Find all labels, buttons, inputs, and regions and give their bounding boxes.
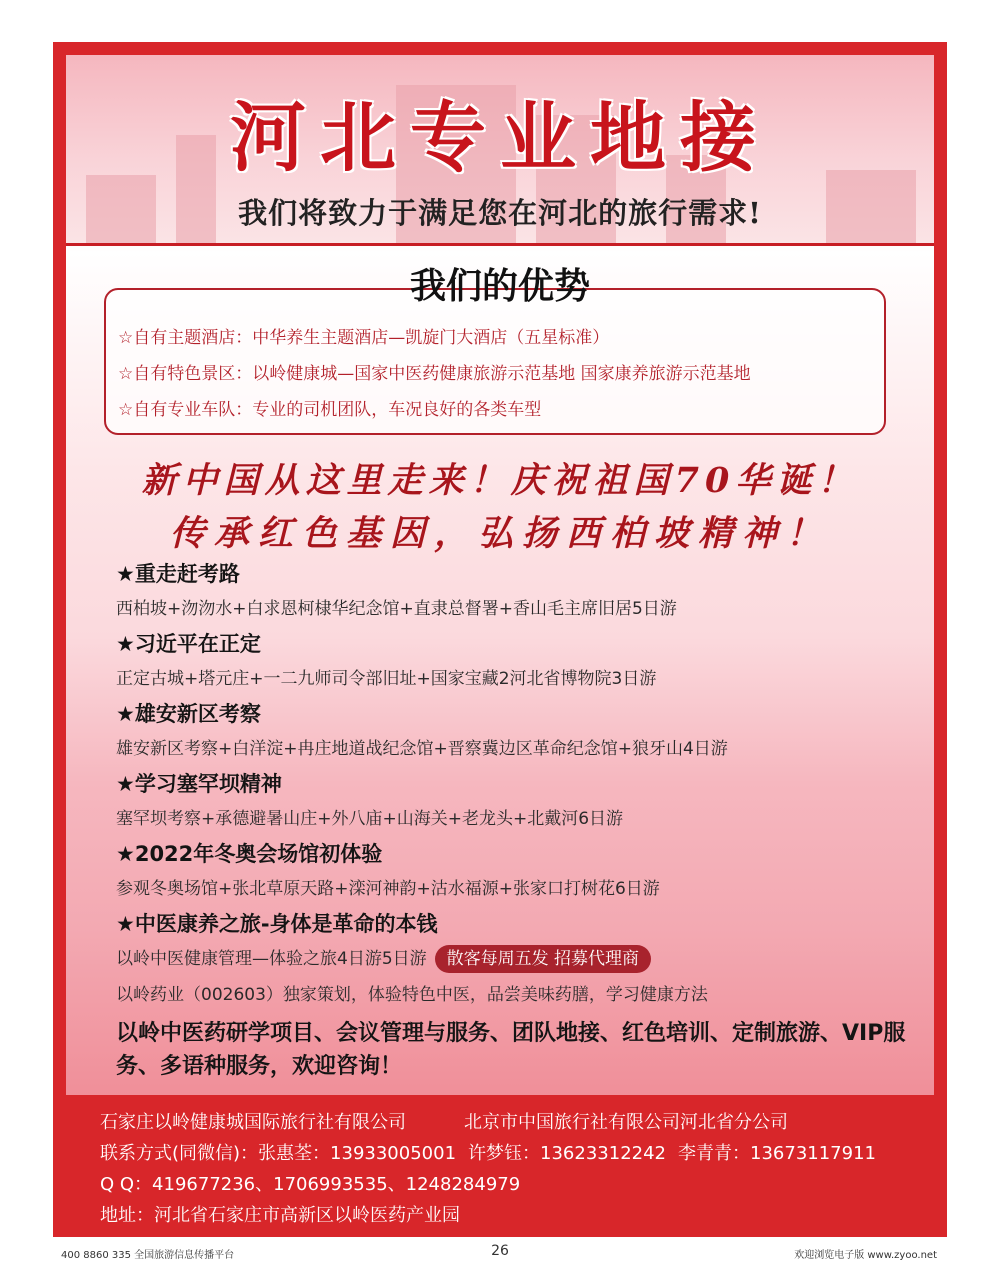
route-description [116, 941, 916, 977]
contact-phone: 张惠荃：13933005001 [258, 1143, 457, 1164]
contact-block [100, 1107, 910, 1231]
route-title: ★重走赶考路 [116, 562, 240, 586]
services-summary: 以岭中医药研学项目、会议管理与服务、团队地接、红色培训、定制旅游、VIP服务、多语种服务，欢迎咨询！ [116, 1021, 906, 1079]
slogan-line-1: 新中国从这里走来！庆祝祖国70华诞！ [141, 460, 859, 501]
route-description: 参观冬奥场馆+张北草原天路+滦河神韵+沽水福源+张家口打树花6日游 [116, 879, 660, 899]
route-title: ★学习塞罕坝精神 [116, 772, 282, 796]
header-rule [66, 243, 934, 246]
page-footer [53, 1243, 947, 1263]
route-description: 西柏坡+沕沕水+白求恩柯棣华纪念馆+直隶总督署+香山毛主席旧居5日游 [116, 599, 677, 619]
contact-phone: 李青青：13673117911 [678, 1143, 876, 1164]
footer-right: 欢迎浏览电子版 www.zyoo.net [794, 1250, 937, 1261]
phone-line [100, 1138, 910, 1169]
route-description: 正定古城+塔元庄+一二九师司令部旧址+国家宝藏2河北省博物院3日游 [116, 669, 657, 689]
advantage-item: ☆自有专业车队：专业的司机团队，车况良好的各类车型 [118, 400, 542, 420]
page-title: 河北专业地接 [230, 93, 770, 182]
advantages-title: 我们的优势 [409, 266, 590, 307]
advantages-list [118, 320, 888, 428]
route-description: 以岭药业（002603）独家策划，体验特色中医，品尝美味药膳，学习健康方法 [116, 985, 708, 1005]
route-title: ★雄安新区考察 [116, 702, 261, 726]
route-title: ★习近平在正定 [116, 632, 261, 656]
footer-left: 400 8860 335 全国旅游信息传播平台 [61, 1250, 235, 1261]
route-title: ★2022年冬奥会场馆初体验 [116, 842, 383, 866]
page-subtitle: 我们将致力于满足您在河北的旅行需求! [238, 196, 762, 230]
route-description: 雄安新区考察+白洋淀+冉庄地道战纪念馆+晋察冀边区革命纪念馆+狼牙山4日游 [116, 739, 728, 759]
company-name: 石家庄以岭健康城国际旅行社有限公司 [100, 1112, 406, 1133]
departure-badge: 散客每周五发 招募代理商 [435, 945, 651, 973]
route-description-text: 以岭中医健康管理—体验之旅4日游5日游 [116, 949, 427, 969]
poster [66, 55, 934, 1095]
advantage-item: ☆自有主题酒店：中华养生主题酒店—凯旋门大酒店（五星标准） [118, 328, 610, 348]
slogan-line-2: 传承红色基因，弘扬西柏坡精神！ [169, 513, 830, 554]
route-list [116, 557, 916, 1013]
contact-phone: 许梦钰：13623312242 [468, 1143, 667, 1164]
qq-line: Q Q：419677236、1706993535、1248284979 [100, 1174, 521, 1195]
address-line: 地址：河北省石家庄市高新区以岭医药产业园 [100, 1205, 460, 1226]
contacts-label: 联系方式(同微信)： [100, 1143, 259, 1164]
route-title: ★中医康养之旅-身体是革命的本钱 [116, 912, 438, 936]
advantage-item: ☆自有特色景区：以岭健康城—国家中医药健康旅游示范基地 国家康养旅游示范基地 [118, 364, 751, 384]
route-description: 塞罕坝考察+承德避暑山庄+外八庙+山海关+老龙头+北戴河6日游 [116, 809, 624, 829]
company-name: 北京市中国旅行社有限公司河北省分公司 [464, 1112, 788, 1133]
page-number: 26 [491, 1243, 509, 1259]
company-line [100, 1107, 910, 1138]
